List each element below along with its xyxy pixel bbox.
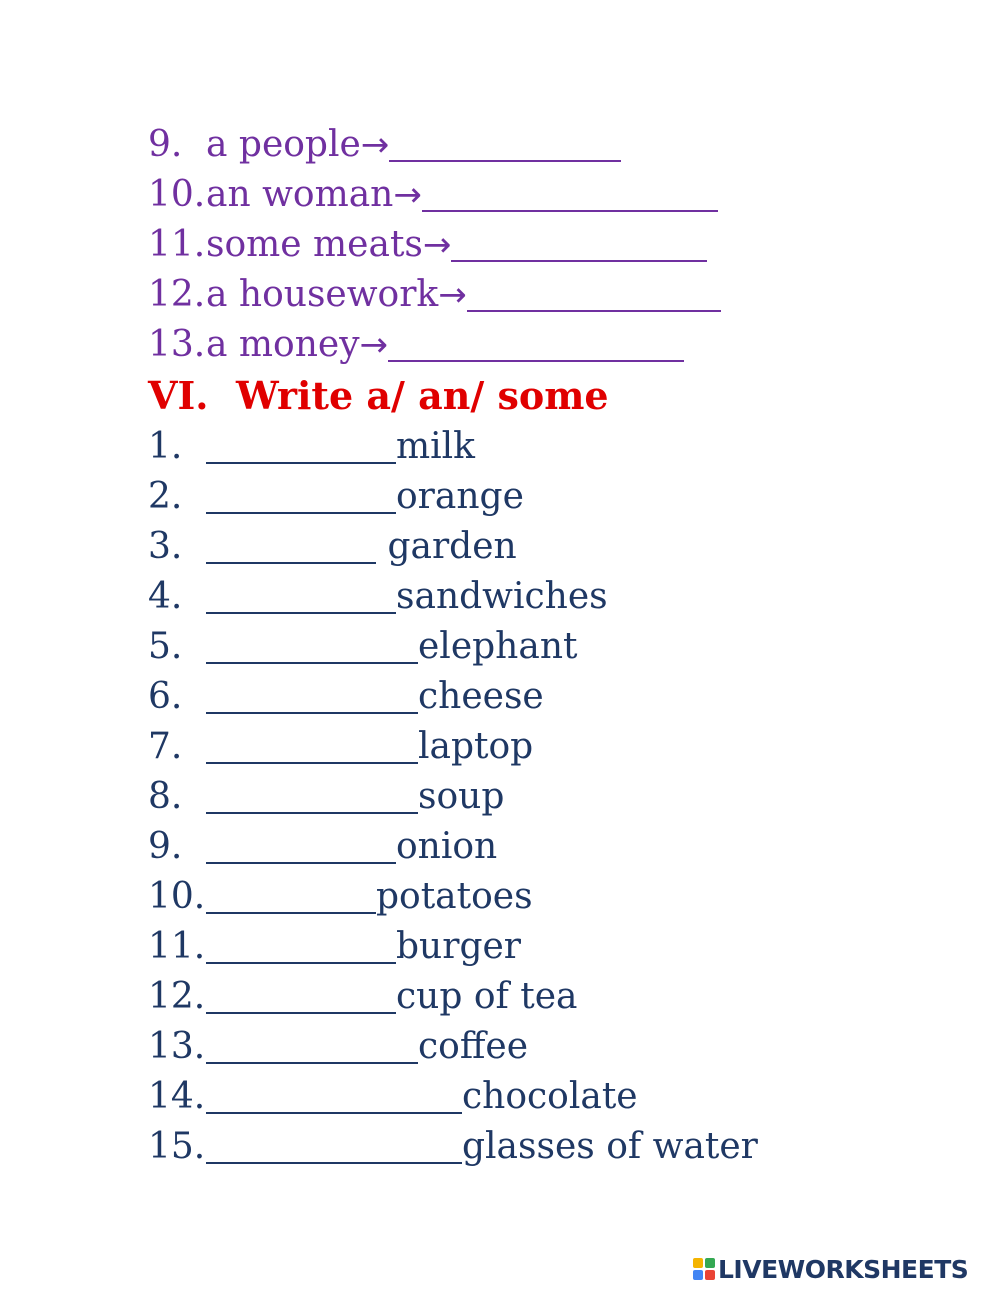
list-item xyxy=(148,822,948,872)
item-text: garden xyxy=(376,526,517,567)
answer-blank[interactable] xyxy=(206,778,418,814)
item-text: cup of tea xyxy=(396,976,578,1017)
item-text: glasses of water xyxy=(462,1126,758,1167)
item-number: 11. xyxy=(148,224,206,265)
item-text: a people xyxy=(206,124,361,165)
item-text: milk xyxy=(396,426,475,467)
item-number: 15. xyxy=(148,1126,206,1167)
answer-blank[interactable] xyxy=(206,1028,418,1064)
item-text: burger xyxy=(396,926,521,967)
list-item xyxy=(148,672,948,722)
answer-blank[interactable] xyxy=(388,326,684,362)
logo-text: LIVEWORKSHEETS xyxy=(718,1254,969,1284)
item-text: soup xyxy=(418,776,505,817)
list-item xyxy=(148,320,948,370)
list-item xyxy=(148,522,948,572)
arrow-right-icon: → xyxy=(360,125,390,165)
item-text: potatoes xyxy=(376,876,533,917)
part-v-list xyxy=(148,120,948,370)
item-number: 2. xyxy=(148,476,183,517)
list-item xyxy=(148,622,948,672)
list-item xyxy=(148,972,948,1022)
section-title: Write a/ an/ some xyxy=(236,373,609,418)
item-text: elephant xyxy=(418,626,578,667)
item-number: 6. xyxy=(148,676,183,717)
item-text: coffee xyxy=(418,1026,529,1067)
logo-square-icon xyxy=(705,1258,715,1268)
item-text: an woman xyxy=(206,174,394,215)
item-number: 5. xyxy=(148,626,183,667)
arrow-right-icon: → xyxy=(422,225,452,265)
answer-blank[interactable] xyxy=(206,528,376,564)
item-number: 3. xyxy=(148,526,183,567)
item-number: 12. xyxy=(148,976,206,1017)
item-text: onion xyxy=(396,826,498,867)
answer-blank[interactable] xyxy=(206,828,396,864)
arrow-right-icon: → xyxy=(359,325,389,365)
item-number: 10. xyxy=(148,174,206,215)
answer-blank[interactable] xyxy=(206,728,418,764)
logo-mark-icon xyxy=(693,1258,715,1280)
answer-blank[interactable] xyxy=(389,126,621,162)
arrow-right-icon: → xyxy=(438,275,467,315)
answer-blank[interactable] xyxy=(206,678,418,714)
list-item xyxy=(148,422,948,472)
item-number: 10. xyxy=(148,876,206,917)
list-item xyxy=(148,722,948,772)
answer-blank[interactable] xyxy=(467,276,721,312)
answer-blank[interactable] xyxy=(206,878,376,914)
list-item xyxy=(148,1122,948,1172)
list-item xyxy=(148,922,948,972)
item-text: cheese xyxy=(418,676,544,717)
logo-square-icon xyxy=(693,1258,703,1268)
item-number: 8. xyxy=(148,776,183,817)
item-number: 9. xyxy=(148,124,183,165)
answer-blank[interactable] xyxy=(206,428,396,464)
answer-blank[interactable] xyxy=(206,1078,462,1114)
list-item xyxy=(148,472,948,522)
item-text: a money xyxy=(206,324,360,365)
answer-blank[interactable] xyxy=(206,478,396,514)
item-number: 13. xyxy=(148,1026,206,1067)
item-number: 12. xyxy=(148,274,206,315)
liveworksheets-logo xyxy=(693,1254,968,1284)
section-number: VI. xyxy=(148,373,209,418)
answer-blank[interactable] xyxy=(206,978,396,1014)
answer-blank[interactable] xyxy=(422,176,718,212)
section-heading xyxy=(148,370,948,422)
item-number: 11. xyxy=(148,926,206,967)
list-item xyxy=(148,772,948,822)
item-number: 9. xyxy=(148,826,183,867)
list-item xyxy=(148,1022,948,1072)
list-item xyxy=(148,872,948,922)
item-text: chocolate xyxy=(462,1076,638,1117)
list-item xyxy=(148,270,948,320)
item-number: 4. xyxy=(148,576,183,617)
worksheet xyxy=(148,120,948,1172)
answer-blank[interactable] xyxy=(206,628,418,664)
item-text: a housework xyxy=(206,274,439,315)
arrow-right-icon: → xyxy=(393,175,422,215)
item-number: 1. xyxy=(148,426,183,467)
list-item xyxy=(148,1072,948,1122)
part-vi-list xyxy=(148,422,948,1172)
item-text: orange xyxy=(396,476,524,517)
logo-square-icon xyxy=(693,1270,703,1280)
item-number: 13. xyxy=(148,324,206,365)
answer-blank[interactable] xyxy=(206,1128,462,1164)
list-item xyxy=(148,220,948,270)
list-item xyxy=(148,120,948,170)
item-text: some meats xyxy=(206,224,423,265)
logo-square-icon xyxy=(705,1270,715,1280)
item-text: sandwiches xyxy=(396,576,608,617)
list-item xyxy=(148,572,948,622)
list-item xyxy=(148,170,948,220)
item-number: 7. xyxy=(148,726,183,767)
item-number: 14. xyxy=(148,1076,206,1117)
item-text: laptop xyxy=(418,726,534,767)
answer-blank[interactable] xyxy=(206,928,396,964)
answer-blank[interactable] xyxy=(451,226,707,262)
answer-blank[interactable] xyxy=(206,578,396,614)
